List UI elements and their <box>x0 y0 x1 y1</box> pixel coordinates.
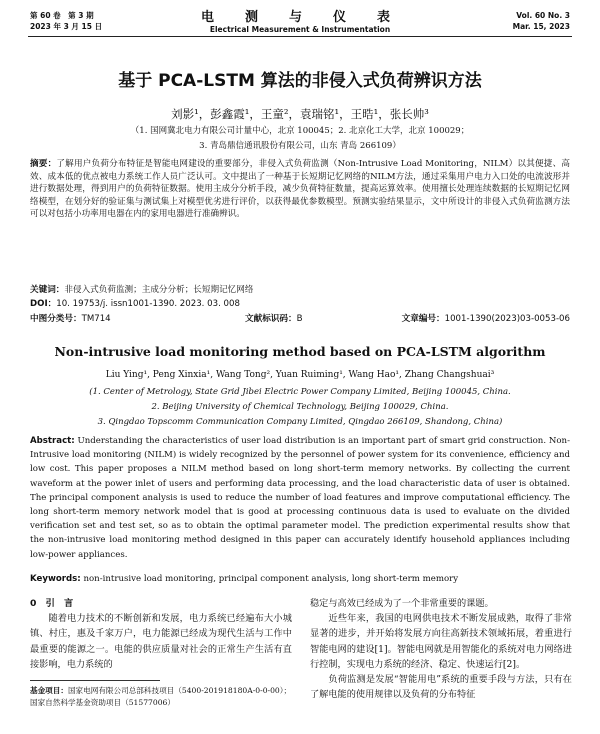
header-right <box>513 10 570 32</box>
abstract-text-cn: 了解用户负荷分布特征是智能电网建设的重要部分，非侵入式负荷监测（Non-Intrusive Load Monitoring，NILM）以其便捷、高效、成本低的优点被电力系统工作人员广泛认可。文中提出了一种基于长短期记忆网络的NILM方法，通过采集用户电力入口处的电流波形并进行数据处理，得到用户的负荷特征数据。使用主成分分析手段，减少负荷特征数量，提高运算效率。使用擅长处理连续数据的长短期记忆网络模型，在划分好的验证集与测试集上对模型优劣进行评价，以获得最优参数模型。预测实验结果显示，文中所设计的非侵入式负荷监测方法可以对包括小功率用电器在内的家用电器进行准确辨识。 <box>30 159 570 220</box>
class-value: TM714 <box>81 314 111 324</box>
affiliation-cn-line: 3. 青岛鼎信通讯股份有限公司，山东 青岛 266109） <box>199 141 401 151</box>
abstract-label-en: Abstract: <box>30 436 75 446</box>
body-paragraph: 近些年来，我国的电网供电技术不断发展成熟，取得了非常显著的进步，并开始将发展方向往高新技术领域拓展，着重进行智能电网的建设[1]。智能电网就是用智能化的系统对电力网络进行控制，实现电力系统的经济、稳定、快速运行[2]。 <box>310 613 572 670</box>
article-no-value: 1001-1390(2023)03-0053-06 <box>444 314 570 324</box>
funding-label: 基金项目： <box>30 686 68 695</box>
article-number <box>402 312 570 324</box>
doc-code-label: 文献标识码： <box>245 314 297 324</box>
volume-cn: 第 60 卷 第 3 期 <box>30 11 94 20</box>
section-heading: 0 引 言 <box>30 598 74 609</box>
affiliations-cn <box>0 124 600 154</box>
doc-code <box>245 312 302 324</box>
keywords-label-en: Keywords: <box>30 574 81 584</box>
body-right-column <box>310 596 572 702</box>
doi-line <box>30 297 570 309</box>
footnote-rule <box>30 680 160 681</box>
body-paragraph: 负荷监测是发展“智能用电”系统的重要手段与方法，只有在了解电能的使用规律以及负荷的分布特征 <box>310 674 572 701</box>
keywords-en <box>30 574 570 584</box>
abstract-text-en: Understanding the characteristics of user load distribution is an important part of smart grid construction. Non-Intrusive load monitoring (NILM) is widely recognized by the personnel of power system for its convenience, efficiency and low cost. This paper proposes a NILM method based on long short-term memory networks. By collecting the current waveform at the power inlet of users and performing data processing, and the load characteristic data of user is obtained. The principal component analysis is used to reduce the number of load features and improve computational efficiency. The long short-term memory network model that is good at processing continuous data is used to evaluate on the divided verification set and test set, so as to obtain the optimal parameter model. The prediction experimental results show that the non-intrusive load monitoring method designed in this paper can accurately identify household appliances including low-power appliances. <box>30 436 570 560</box>
date-cn: 2023 年 3 月 15 日 <box>30 22 103 31</box>
class-label: 中图分类号： <box>30 314 82 324</box>
header-rule <box>28 36 572 37</box>
affiliation-cn-line: （1. 国网冀北电力有限公司计量中心，北京 100045；2. 北京化工大学，北京 100029； <box>130 126 470 136</box>
class-number <box>30 312 111 324</box>
authors-cn: 刘影¹，彭鑫霞¹，王童²，袁瑞铭¹，王晧¹，张长帅³ <box>171 107 429 121</box>
affiliation-en-line: (1. Center of Metrology, State Grid Jibei Electric Power Company Limited, Beijing 100045, China. <box>89 387 511 397</box>
keywords-cn <box>30 283 570 295</box>
article-no-label: 文章编号： <box>401 314 445 324</box>
funding-footnote <box>30 685 295 709</box>
journal-name-cn: 电 测 与 仪 表 <box>200 10 399 25</box>
body-left-column <box>30 596 292 672</box>
doi-label: DOI： <box>30 299 57 309</box>
body-paragraph: 随着电力技术的不断创新和发展，电力系统已经遍布大小城镇、村庄，惠及千家万户，电力能源已经成为现代生活与工作中最重要的能源之一。电能的供应质量对社会的正常生产生活有直接影响，电力系统的 <box>30 613 292 670</box>
doi-value: 10. 19753/j. issn1001-1390. 2023. 03. 008 <box>56 299 240 309</box>
abstract-cn <box>30 158 570 221</box>
doc-code-value: B <box>296 314 303 324</box>
paper-title-cn: 基于 PCA-LSTM 算法的非侵入式负荷辨识方法 <box>118 71 482 91</box>
authors-en: Liu Ying¹, Peng Xinxia¹, Wang Tong², Yuan Ruiming¹, Wang Hao¹, Zhang Changshuai³ <box>105 370 495 380</box>
keywords-label-cn: 关键词： <box>30 285 65 295</box>
keywords-text-en: non-intrusive load monitoring, principal component analysis, long short-term memory <box>83 574 459 584</box>
paper-title-en: Non-intrusive load monitoring method based on PCA-LSTM algorithm <box>54 344 546 359</box>
journal-name-en: Electrical Measurement & Instrumentation <box>209 25 391 34</box>
funding-text: 国家电网有限公司总部科技项目（5400-201918180A-0-0-00）；国家自然科学基金资助项目（51577006） <box>30 686 292 707</box>
affiliation-en-line: 2. Beijing University of Chemical Technology, Beijing 100029, China. <box>151 402 449 412</box>
affiliation-en-line: 3. Qingdao Topscomm Communication Company Limited, Qingdao 266109, Shandong, China) <box>97 417 503 427</box>
abstract-label-cn: 摘要： <box>30 159 57 169</box>
keywords-text-cn: 非侵入式负荷监测；主成分分析；长短期记忆网络 <box>64 285 254 295</box>
abstract-en <box>30 434 570 562</box>
date-en: Mar. 15, 2023 <box>512 22 570 31</box>
header-center <box>0 6 600 34</box>
volume-en: Vol. 60 No. 3 <box>516 11 570 20</box>
affiliations-en <box>0 385 600 430</box>
body-paragraph: 稳定与高效已经成为了一个非常重要的课题。 <box>310 598 494 609</box>
